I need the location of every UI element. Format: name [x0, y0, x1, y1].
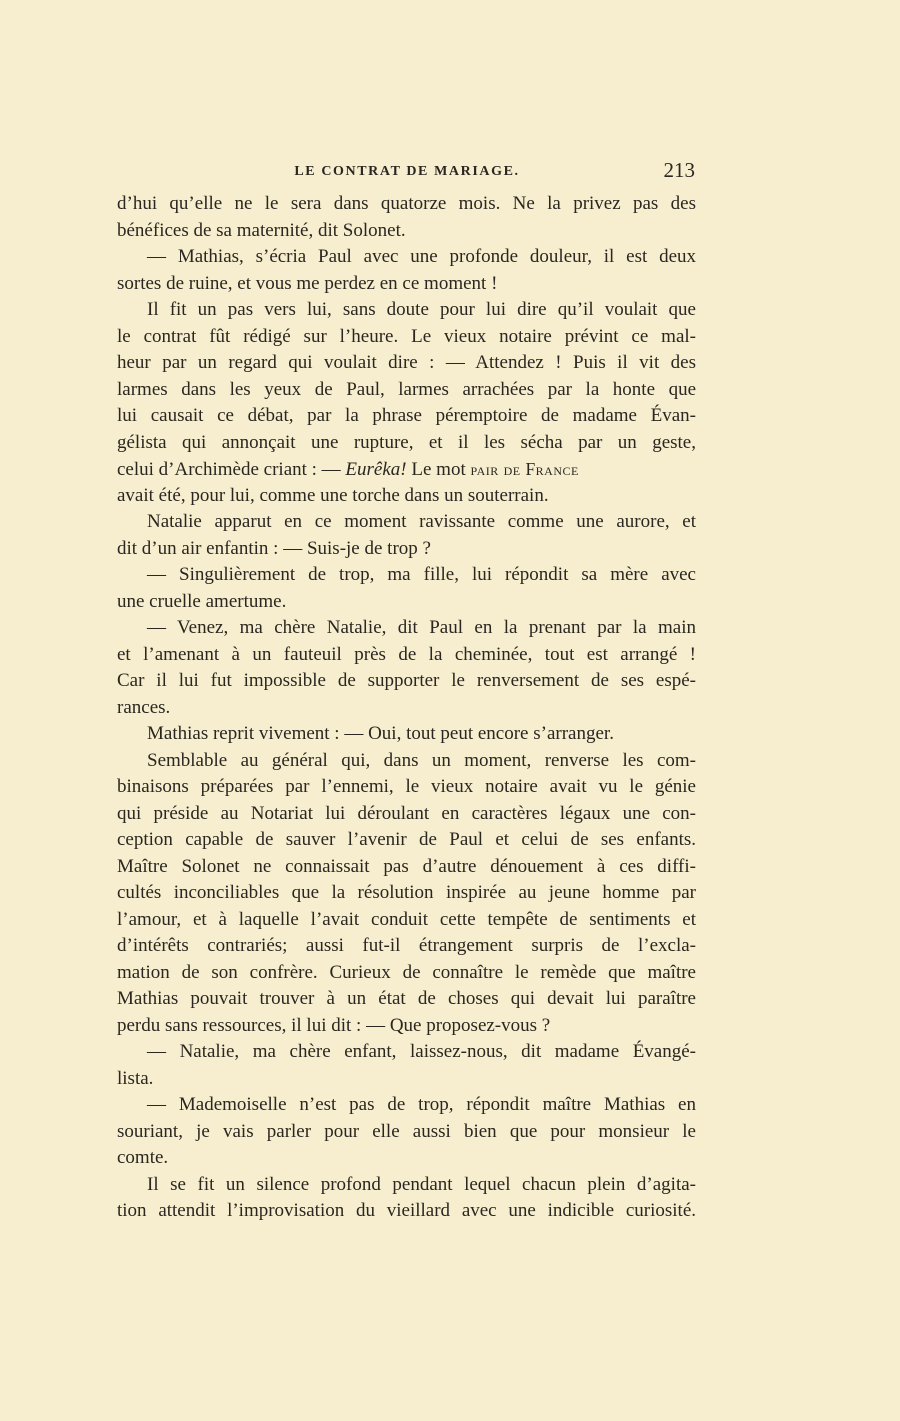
text-line: rances. [117, 696, 171, 718]
paragraph [117, 748, 696, 1040]
text-line: Il fit un pas vers lui, sans doute pour lui dire qu’il voulait que [147, 299, 696, 320]
paragraph [117, 1039, 696, 1092]
running-title: LE CONTRAT DE MARIAGE. [294, 164, 520, 179]
text-line: — Mathias, s’écria Paul avec une profonde douleur, il est deux [147, 246, 696, 267]
paragraph [117, 297, 696, 509]
text-line: — Singulièrement de trop, ma fille, lui répondit sa mère avec [147, 564, 696, 585]
text-line: une cruelle amertume. [117, 590, 287, 612]
paragraph [117, 1092, 696, 1172]
text-line: — Natalie, ma chère enfant, laissez-nous, dit madame Évangé- [147, 1041, 696, 1062]
text-line: d’intérêts contrariés; aussi fut-il étrangement surpris de l’excla- [117, 935, 696, 956]
text-line: l’amour, et à laquelle l’avait conduit cette tempête de sentiments et [117, 908, 696, 930]
page-body-text [117, 191, 696, 1225]
text-line: Il se fit un silence profond pendant lequel chacun plein d’agita- [147, 1173, 696, 1195]
text-line: mation de son confrère. Curieux de connaître le remède que maître [117, 961, 696, 983]
paragraph [117, 509, 696, 562]
text-line: binaisons préparées par l’ennemi, le vieux notaire avait vu le génie [117, 776, 696, 797]
text-line: dit d’un air enfantin : — Suis-je de trop ? [117, 537, 431, 559]
text-line: larmes dans les yeux de Paul, larmes arrachées par la honte que [117, 378, 696, 400]
text-line: Mathias pouvait trouver à un état de choses qui devait lui paraître [117, 988, 696, 1009]
text-line: — Venez, ma chère Natalie, dit Paul en la prenant par la main [147, 617, 696, 638]
text-line: ception capable de sauver l’avenir de Paul et celui de ses enfants. [117, 829, 696, 850]
paragraph [117, 1172, 696, 1225]
text-line: tion attendit l’improvisation du vieillard avec une indicible curiosité. [117, 1200, 696, 1221]
text-line: et l’amenant à un fauteuil près de la cheminée, tout est arrangé ! [117, 643, 696, 665]
text-line: cultés inconciliables que la résolution inspirée au jeune homme par [117, 882, 696, 903]
text-segment: celui d’Archimède criant : — [117, 459, 346, 480]
page-number: 213 [663, 158, 695, 182]
paragraph [117, 191, 696, 244]
text-line: perdu sans ressources, il lui dit : — Que proposez-vous ? [117, 1014, 551, 1036]
text-line: bénéfices de sa maternité, dit Solonet. [117, 219, 406, 241]
text-segment: Le mot [406, 459, 471, 480]
paragraph [117, 721, 696, 748]
running-header [117, 158, 697, 184]
text-line: sortes de ruine, et vous me perdez en ce moment ! [117, 272, 498, 294]
text-line: Mathias reprit vivement : — Oui, tout peut encore s’arranger. [147, 723, 614, 744]
text-line: lui causait ce débat, par la phrase péremptoire de madame Évan- [117, 405, 696, 426]
text-line: — Mademoiselle n’est pas de trop, répondit maître Mathias en [147, 1094, 696, 1115]
text-line: gélista qui annonçait une rupture, et il les sécha par un geste, [117, 431, 696, 453]
small-caps-text: pair de France [470, 459, 579, 479]
text-line: le contrat fût rédigé sur l’heure. Le vieux notaire prévint ce mal- [117, 325, 696, 347]
text-line: Semblable au général qui, dans un moment, renverse les com- [147, 749, 696, 771]
text-line: heur par un regard qui voulait dire : — Attendez ! Puis il vit des [117, 352, 696, 373]
italic-text: Eurêka! [345, 459, 407, 480]
paragraph [117, 615, 696, 721]
text-line: avait été, pour lui, comme une torche dans un souterrain. [117, 484, 549, 506]
text-line: Car il lui fut impossible de supporter le renversement de ses espé- [117, 670, 696, 691]
text-line: d’hui qu’elle ne le sera dans quatorze mois. Ne la privez pas des [117, 193, 696, 214]
text-line: lista. [117, 1067, 154, 1089]
text-line: Maître Solonet ne connaissait pas d’autre dénouement à ces diffi- [117, 855, 696, 877]
text-line: qui préside au Notariat lui déroulant en caractères légaux une con- [117, 802, 696, 824]
text-line: souriant, je vais parler pour elle aussi bien que pour monsieur le [117, 1120, 696, 1142]
text-line [117, 456, 696, 483]
text-line: comte. [117, 1147, 169, 1168]
paragraph [117, 562, 696, 615]
paragraph [117, 244, 696, 297]
text-line: Natalie apparut en ce moment ravissante comme une aurore, et [147, 511, 696, 532]
